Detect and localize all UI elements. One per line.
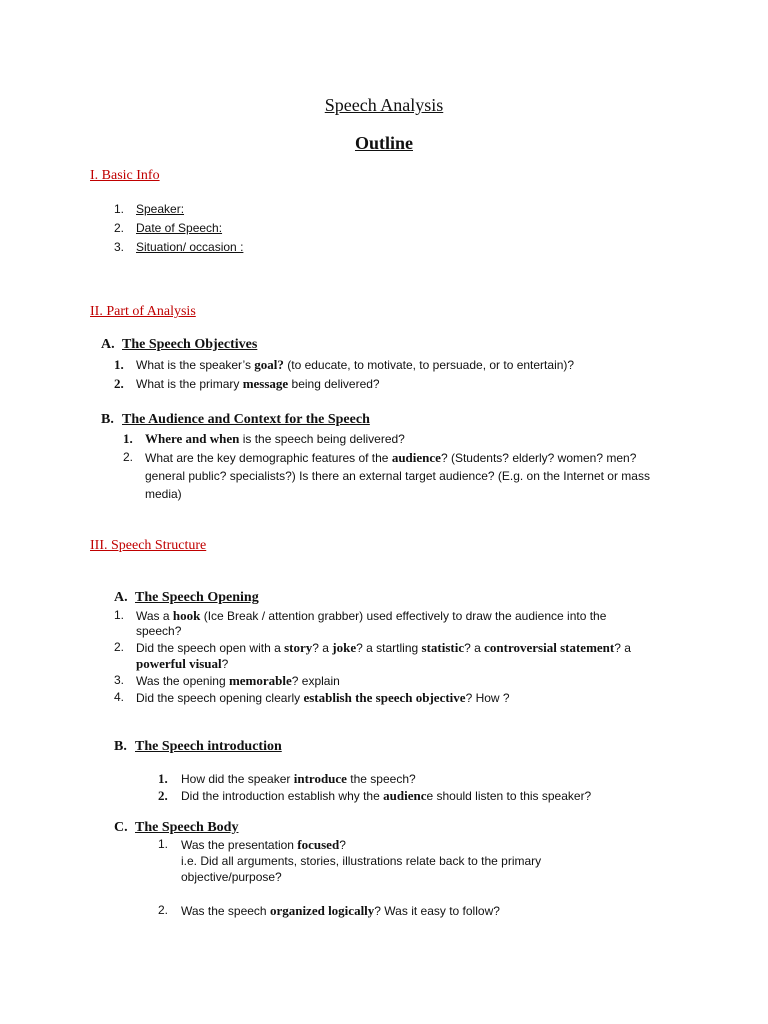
- section-heading-analysis: II. Part of Analysis: [90, 304, 196, 319]
- list-item: Where and when is the speech being delivered?: [145, 431, 405, 446]
- list-number: 4.: [114, 690, 125, 704]
- list-number: 1.: [114, 608, 125, 622]
- list-number: 2.: [114, 221, 125, 235]
- list-item-continuation: i.e. Did all arguments, stories, illustrations relate back to the primary: [181, 854, 542, 868]
- list-item: Speaker:: [136, 202, 185, 216]
- list-item: Situation/ occasion :: [136, 240, 244, 254]
- document-subtitle: Outline: [354, 133, 413, 153]
- list-item: Did the speech opening clearly establish the speech objective? How ?: [136, 690, 510, 705]
- subsection-letter: A.: [101, 337, 115, 352]
- list-item: What are the key demographic features of the audience? (Students? elderly? women? men?: [145, 450, 637, 465]
- list-item-continuation: general public? specialists?) Is there an external target audience? (E.g. on the Internet or mass: [145, 469, 650, 483]
- list-item: How did the speaker introduce the speech?: [181, 771, 416, 786]
- list-item: Date of Speech:: [136, 221, 223, 235]
- list-item: Did the introduction establish why the audience should listen to this speaker?: [181, 788, 592, 803]
- document-title: Speech Analysis: [324, 95, 444, 115]
- subsection-letter: C.: [114, 820, 128, 835]
- list-item-continuation: powerful visual?: [136, 656, 229, 671]
- subsection-title: The Speech Body: [135, 820, 239, 835]
- subsection-letter: B.: [101, 412, 114, 427]
- list-item: Was a hook (Ice Break / attention grabber) used effectively to draw the audience into the: [136, 608, 607, 623]
- list-item: Was the speech organized logically? Was it easy to follow?: [181, 903, 500, 918]
- subsection-letter: B.: [114, 739, 127, 754]
- list-item: Was the presentation focused?: [181, 837, 346, 852]
- list-item: Was the opening memorable? explain: [136, 673, 340, 688]
- list-number: 3.: [114, 240, 125, 254]
- list-number: 3.: [114, 673, 125, 687]
- section-heading-structure: III. Speech Structure: [90, 538, 207, 553]
- list-number: 2.: [114, 376, 124, 391]
- list-number: 2.: [158, 788, 168, 803]
- list-item: What is the primary message being delivered?: [136, 376, 380, 391]
- list-number: 1.: [123, 431, 133, 446]
- subsection-title: The Speech introduction: [135, 739, 282, 754]
- list-number: 1.: [114, 202, 125, 216]
- subsection-title: The Speech Opening: [135, 590, 259, 605]
- list-number: 2.: [114, 640, 125, 654]
- subsection-title: The Speech Objectives: [122, 337, 258, 352]
- list-number: 1.: [158, 837, 169, 851]
- list-item-continuation: objective/purpose?: [181, 870, 282, 884]
- list-number: 2.: [158, 903, 169, 917]
- list-number: 1.: [158, 771, 168, 786]
- subsection-letter: A.: [114, 590, 128, 605]
- section-heading-basic-info: I. Basic Info: [90, 168, 160, 183]
- list-item: What is the speaker’s goal? (to educate, to motivate, to persuade, or to entertain)?: [136, 357, 575, 372]
- subsection-title: The Audience and Context for the Speech: [122, 412, 370, 427]
- list-number: 2.: [123, 450, 134, 464]
- list-number: 1.: [114, 357, 124, 372]
- list-item-continuation: media): [145, 487, 182, 501]
- list-item-continuation: speech?: [136, 624, 182, 638]
- list-item: Did the speech open with a story? a joke? a startling statistic? a controversial statement? a: [136, 640, 631, 655]
